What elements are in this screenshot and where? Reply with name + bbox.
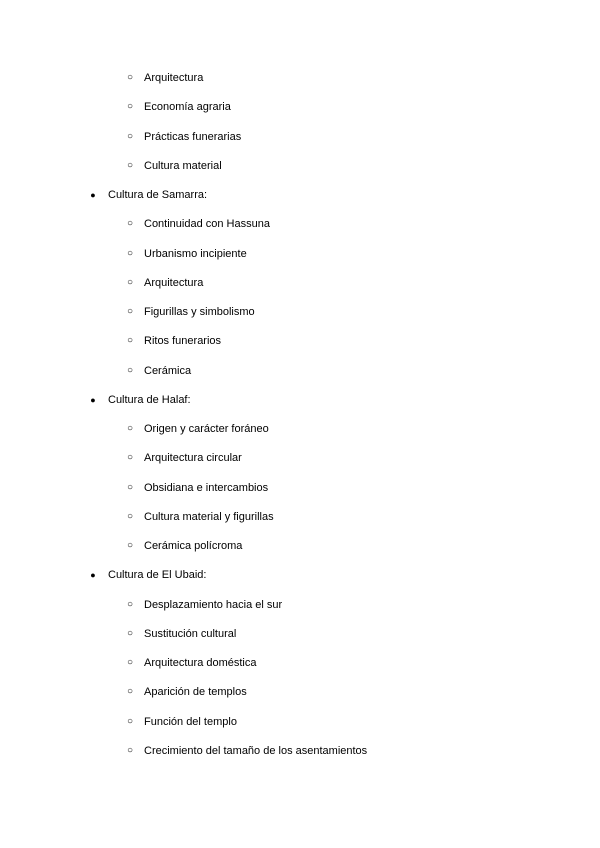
section-heading <box>0 187 600 216</box>
hollow-bullet-icon: ○ <box>126 452 134 464</box>
hollow-bullet-icon: ○ <box>126 159 134 171</box>
list-item-text: Arquitectura circular <box>144 452 242 465</box>
list-item <box>0 480 600 509</box>
list-item <box>0 99 600 128</box>
hollow-bullet-icon: ○ <box>126 335 134 347</box>
hollow-bullet-icon: ○ <box>126 481 134 493</box>
list-item <box>0 70 600 99</box>
list-item-text: Ritos funerarios <box>144 335 222 348</box>
list-item <box>0 275 600 304</box>
list-item <box>0 626 600 655</box>
list-item-text: Desplazamiento hacia el sur <box>144 598 283 611</box>
hollow-bullet-icon: ○ <box>126 423 134 434</box>
section-title: Cultura de Samarra: <box>108 189 208 201</box>
list-item-text: Arquitectura doméstica <box>144 657 257 669</box>
hollow-bullet-icon: ○ <box>126 686 134 698</box>
list-item <box>0 363 600 392</box>
list-item-text: Prácticas funerarias <box>144 130 242 143</box>
list-item-text: Cerámica <box>144 364 192 377</box>
hollow-bullet-icon: ○ <box>126 101 134 113</box>
list-item <box>0 714 600 743</box>
hollow-bullet-icon: ○ <box>126 744 134 756</box>
outline-list <box>0 70 600 772</box>
list-item <box>0 450 600 479</box>
hollow-bullet-icon: ○ <box>126 598 134 610</box>
list-item <box>0 246 600 275</box>
list-item <box>0 129 600 158</box>
list-item <box>0 304 600 333</box>
list-item <box>0 333 600 362</box>
hollow-bullet-icon: ○ <box>126 276 134 288</box>
filled-bullet-icon: ● <box>90 570 96 581</box>
hollow-bullet-icon: ○ <box>126 72 134 83</box>
list-item-text: Crecimiento del tamaño de los asentamientos <box>144 744 368 757</box>
list-item <box>0 538 600 567</box>
list-item <box>0 421 600 450</box>
list-item-text: Origen y carácter foráneo <box>144 423 269 435</box>
list-item-text: Cerámica polícroma <box>144 540 243 552</box>
list-item <box>0 743 600 772</box>
list-item <box>0 216 600 245</box>
list-item-text: Cultura material y figurillas <box>144 510 274 523</box>
list-item-text: Figurillas y simbolismo <box>144 306 255 318</box>
list-item-text: Cultura material <box>144 159 222 172</box>
list-item-text: Economía agraria <box>144 101 231 114</box>
hollow-bullet-icon: ○ <box>126 540 134 551</box>
list-item-text: Urbanismo incipiente <box>144 247 247 260</box>
hollow-bullet-icon: ○ <box>126 510 134 522</box>
hollow-bullet-icon: ○ <box>126 364 134 376</box>
hollow-bullet-icon: ○ <box>126 627 134 639</box>
hollow-bullet-icon: ○ <box>126 218 134 230</box>
hollow-bullet-icon: ○ <box>126 657 134 668</box>
list-item-text: Arquitectura <box>144 72 204 84</box>
hollow-bullet-icon: ○ <box>126 130 134 142</box>
section-heading <box>0 392 600 421</box>
hollow-bullet-icon: ○ <box>126 247 134 259</box>
filled-bullet-icon: ● <box>90 394 96 405</box>
list-item <box>0 684 600 713</box>
list-item-text: Función del templo <box>144 715 237 728</box>
section-title: Cultura de Halaf: <box>108 393 191 406</box>
list-item <box>0 509 600 538</box>
list-item-text: Continuidad con Hassuna <box>144 218 270 231</box>
section-heading <box>0 567 600 596</box>
hollow-bullet-icon: ○ <box>126 715 134 727</box>
section-title: Cultura de El Ubaid: <box>108 569 207 582</box>
list-item <box>0 158 600 187</box>
list-item-text: Aparición de templos <box>144 686 247 699</box>
filled-bullet-icon: ● <box>90 190 96 200</box>
list-item <box>0 597 600 626</box>
hollow-bullet-icon: ○ <box>126 306 134 317</box>
list-item-text: Sustitución cultural <box>144 627 237 640</box>
list-item-text: Obsidiana e intercambios <box>144 481 269 494</box>
list-item-text: Arquitectura <box>144 276 204 289</box>
list-item <box>0 655 600 684</box>
